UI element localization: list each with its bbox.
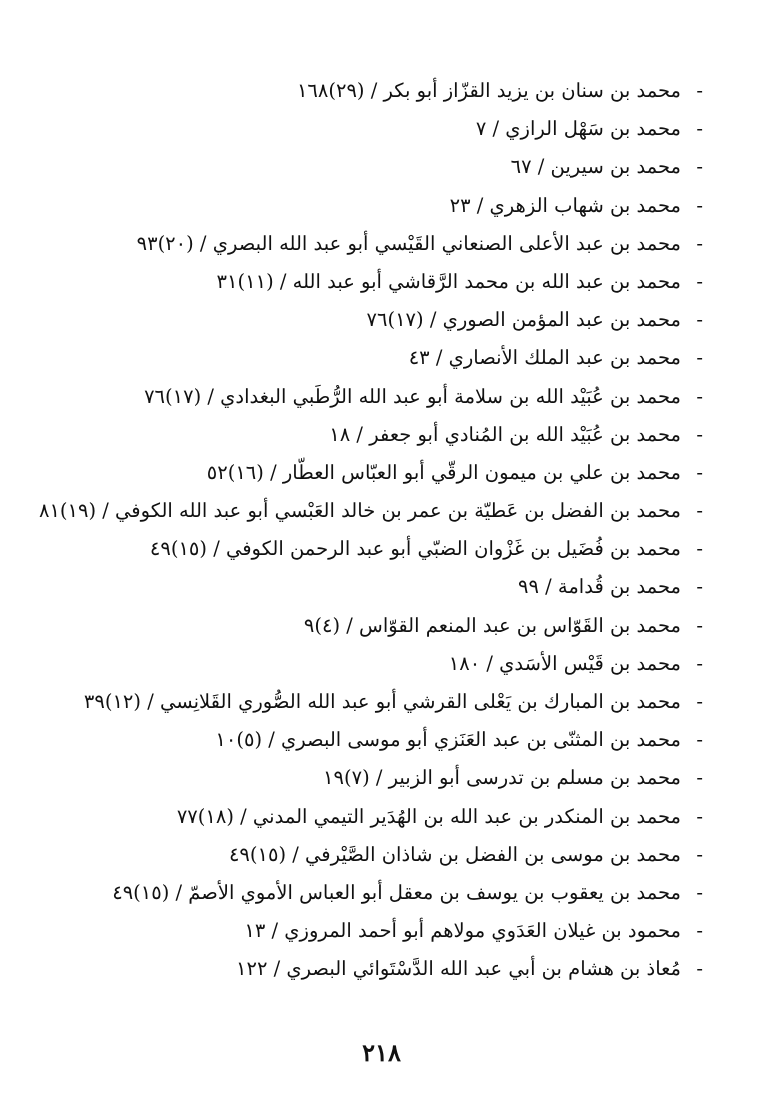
entry-dash: - <box>696 308 703 332</box>
index-entry <box>40 263 703 301</box>
entry-dash: - <box>696 804 703 828</box>
entry-text: محمد بن المثنّى بن عبد العَنَزي أبو موسى البصري / (٥)١٠ <box>215 728 681 752</box>
entry-text: محمد بن عبد المؤمن الصوري / (١٧)٧٦ <box>366 308 681 332</box>
index-entry <box>40 950 703 988</box>
entry-dash: - <box>696 193 703 217</box>
entry-dash: - <box>696 651 703 675</box>
index-entry <box>40 72 703 110</box>
entry-text: محمد بن يعقوب بن يوسف بن معقل أبو العباس الأموي الأصمّ / (١٥)٤٩ <box>112 880 681 904</box>
index-entry <box>40 683 703 721</box>
entry-dash: - <box>696 575 703 599</box>
entry-dash: - <box>696 422 703 446</box>
index-entry <box>40 607 703 645</box>
entry-dash: - <box>696 460 703 484</box>
entry-text: محمد بن عُبَيْد الله بن سلامة أبو عبد الله الرُّطَبي البغدادي / (١٧)٧٦ <box>144 384 681 408</box>
entry-text: محمد بن المبارك بن يَعْلى القرشي أبو عبد الله الصُّوري القَلانِسي / (١٢)٣٩ <box>83 690 681 713</box>
entry-text: محمد بن عبد الملك الأنصاري / ٤٣ <box>408 346 681 370</box>
entry-dash: - <box>696 766 703 790</box>
index-entry <box>40 645 703 683</box>
index-entry <box>40 798 703 836</box>
entry-dash: - <box>696 728 703 752</box>
index-entry <box>40 530 703 568</box>
entry-dash: - <box>696 842 703 866</box>
entry-text: محمد بن المنكدر بن عبد الله بن الهُدَير التيمي المدني / (١٨)٧٧ <box>176 804 681 828</box>
entry-dash: - <box>696 269 703 293</box>
index-entry <box>40 301 703 339</box>
entry-text: محمد بن عُبَيْد الله بن المُنادي أبو جعفر / ١٨ <box>329 422 681 446</box>
entry-text: مُعاذ بن هشام بن أبي عبد الله الدَّسْتَوائي البصري / ١٢٢ <box>236 957 681 981</box>
entry-dash: - <box>696 117 703 141</box>
entry-dash: - <box>696 155 703 179</box>
entry-text: محمد بن قَيْس الأسَدي / ١٨٠ <box>448 651 681 675</box>
entry-dash: - <box>696 79 703 102</box>
entry-dash: - <box>696 957 703 981</box>
entry-text: محمد بن فُضَيل بن غَزْوان الضبّي أبو عبد الرحمن الكوفي / (١٥)٤٩ <box>149 537 681 561</box>
entry-text: محمد بن القَوّاس بن عبد المنعم القوّاس / (٤)٩ <box>303 613 681 637</box>
index-entry <box>40 110 703 148</box>
entry-dash: - <box>696 231 703 255</box>
entry-dash: - <box>696 690 703 713</box>
index-entry <box>40 759 703 797</box>
index-entry <box>40 454 703 492</box>
index-entry <box>40 721 703 759</box>
entry-dash: - <box>696 499 703 523</box>
entry-dash: - <box>696 613 703 637</box>
entry-dash: - <box>696 537 703 561</box>
index-entry <box>40 148 703 186</box>
index-entry <box>40 339 703 377</box>
entry-text: محمد بن سيرين / ٦٧ <box>510 155 681 179</box>
entry-text: محمد بن شهاب الزهري / ٢٣ <box>449 193 681 217</box>
index-entry <box>40 416 703 454</box>
entry-dash: - <box>696 919 703 943</box>
index-entry <box>40 874 703 912</box>
index-entry <box>40 912 703 950</box>
entry-text: محمد بن الفضل بن عَطيّة بن عمر بن خالد العَبْسي أبو عبد الله الكوفي / (١٩)٨١ <box>38 499 681 523</box>
entry-dash: - <box>696 346 703 370</box>
index-entry <box>40 378 703 416</box>
index-entries-list <box>40 72 703 989</box>
index-entry <box>40 187 703 225</box>
entry-dash: - <box>696 384 703 408</box>
entry-text: محمد بن علي بن ميمون الرقّي أبو العبّاس العطّار / (١٦)٥٢ <box>206 460 681 484</box>
entry-text: محمد بن سَهْل الرازي / ٧ <box>475 117 681 141</box>
index-entry <box>40 836 703 874</box>
entry-text: محمد بن عبد الأعلى الصنعاني القَيْسي أبو عبد الله البصري / (٢٠)٩٣ <box>136 231 681 255</box>
entry-dash: - <box>696 880 703 904</box>
index-entry <box>40 568 703 606</box>
entry-text: محمد بن سنان بن يزيد القزّاز أبو بكر / (٢٩)١٦٨ <box>296 79 681 102</box>
entry-text: محمد بن قُدامة / ٩٩ <box>517 575 681 599</box>
index-entry <box>40 225 703 263</box>
entry-text: محمود بن غيلان العَدَوي مولاهم أبو أحمد المروزي / ١٣ <box>244 919 681 943</box>
index-entry <box>40 492 703 530</box>
entry-text: محمد بن عبد الله بن محمد الرَّقاشي أبو عبد الله / (١١)٣١ <box>216 269 681 293</box>
page-number: ٢١٨ <box>362 1038 401 1067</box>
entry-text: محمد بن موسى بن الفضل بن شاذان الصَّيْرفي / (١٥)٤٩ <box>228 842 681 866</box>
entry-text: محمد بن مسلم بن تدرسى أبو الزبير / (٧)١٩ <box>323 766 681 790</box>
